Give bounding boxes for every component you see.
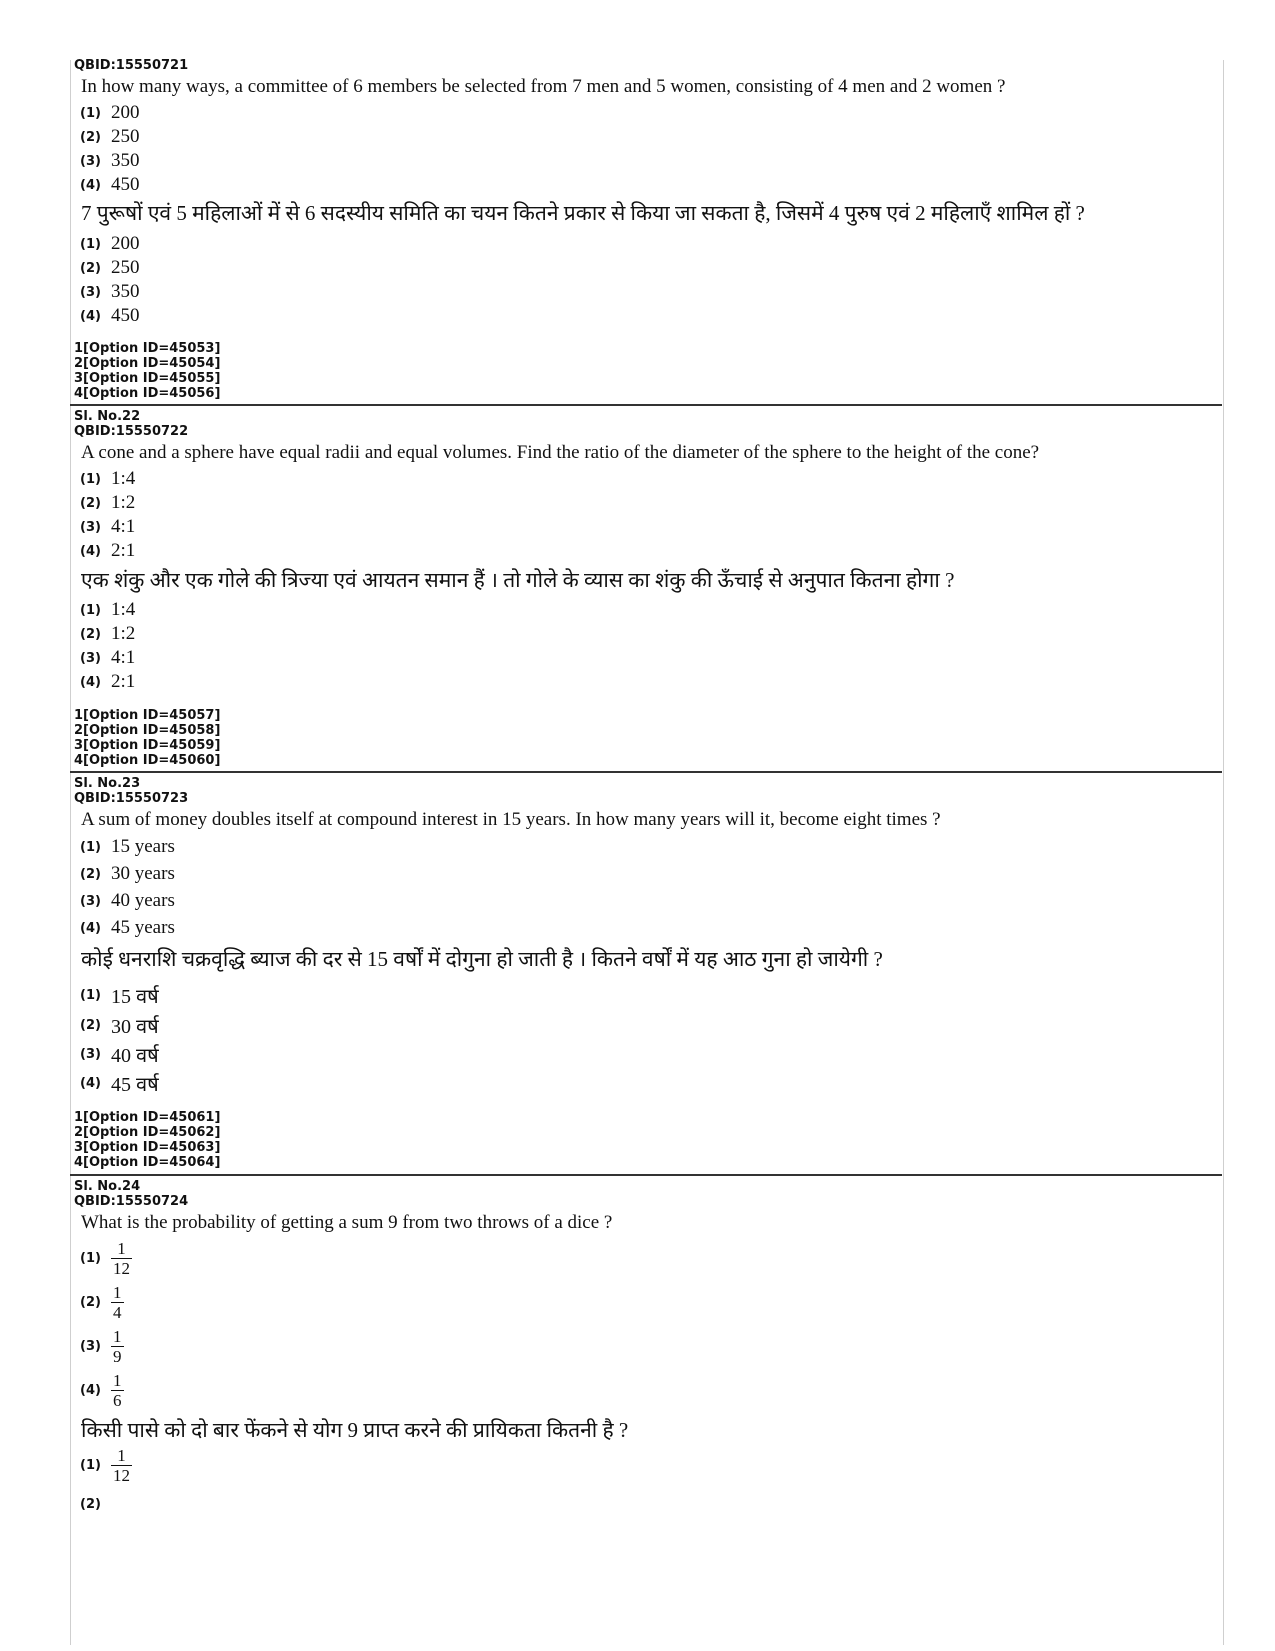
question-stem-hindi: किसी पासे को दो बार फेंकने से योग 9 प्राप्त करने की प्रायिकता कितनी है ? [81, 1418, 629, 1442]
option-1-english [80, 102, 140, 124]
option-number: (2) [80, 626, 101, 642]
option-1-hindi [80, 233, 140, 255]
fraction [111, 1371, 124, 1410]
option-4-english [80, 540, 135, 562]
question-separator [70, 404, 1222, 406]
option-1-english [80, 836, 175, 858]
option-4-hindi [80, 305, 140, 327]
option-value: 450 [111, 305, 140, 326]
option-id-1: 1[Option ID=45053] [74, 341, 221, 356]
option-number: (2) [80, 495, 101, 511]
option-id-3: 3[Option ID=45059] [74, 738, 221, 753]
fraction-numerator: 1 [117, 1446, 126, 1465]
option-4-english [80, 1371, 124, 1410]
fraction-denominator: 9 [113, 1347, 122, 1366]
option-3-english [80, 516, 135, 538]
option-number: (2) [80, 1496, 101, 1512]
option-value: 1:4 [111, 468, 136, 489]
option-1-english [80, 468, 135, 490]
option-value: 30 वर्ष [111, 1016, 159, 1038]
option-id-4: 4[Option ID=45060] [74, 753, 221, 768]
option-2-hindi [80, 1495, 111, 1513]
option-value: 350 [111, 281, 140, 302]
qbid-label: QBID:15550723 [74, 791, 189, 806]
option-id-1: 1[Option ID=45061] [74, 1110, 221, 1125]
option-number: (3) [80, 519, 101, 535]
fraction-numerator: 1 [113, 1371, 122, 1390]
serial-number-label: Sl. No.23 [74, 776, 141, 791]
option-2-hindi [80, 623, 135, 645]
option-number: (2) [80, 866, 101, 882]
question-stem-english: In how many ways, a committee of 6 members be selected from 7 men and 5 women, consisting of 4 men and 2 women ? [81, 76, 1006, 97]
fraction-denominator: 12 [113, 1259, 130, 1278]
option-number: (4) [80, 308, 101, 324]
option-3-hindi [80, 281, 140, 303]
option-value: 1:4 [111, 599, 136, 620]
fraction-denominator: 6 [113, 1391, 122, 1410]
option-value: 200 [111, 233, 140, 254]
option-number: (2) [80, 1018, 101, 1033]
question-stem-english: What is the probability of getting a sum 9 from two throws of a dice ? [81, 1212, 613, 1233]
option-id-3: 3[Option ID=45063] [74, 1140, 221, 1155]
option-number: (3) [80, 284, 101, 300]
option-number: (4) [80, 920, 101, 936]
option-1-english [80, 1239, 132, 1278]
option-value: 1:2 [111, 492, 136, 513]
qbid-label: QBID:15550721 [74, 58, 189, 73]
option-2-english [80, 492, 135, 514]
option-2-english [80, 863, 175, 885]
option-value: 40 years [111, 890, 175, 911]
option-value: 30 years [111, 863, 175, 884]
option-number: (1) [80, 471, 101, 487]
serial-number-label: Sl. No.22 [74, 409, 141, 424]
option-number: (3) [80, 1047, 101, 1062]
option-value: 200 [111, 102, 140, 123]
qbid-label: QBID:15550722 [74, 424, 189, 439]
option-id-2: 2[Option ID=45062] [74, 1125, 221, 1140]
question-stem-hindi: 7 पुरूषों एवं 5 महिलाओं में से 6 सदस्यीय समिति का चयन कितने प्रकार से किया जा सकता है, जिसमें 4 पुरुष एवं 2 महिलाएँ शामिल हों ? [81, 201, 1085, 225]
option-2-english [80, 126, 140, 148]
option-value: 2:1 [111, 540, 136, 561]
option-id-4: 4[Option ID=45056] [74, 386, 221, 401]
option-value: 2:1 [111, 671, 136, 692]
option-value: 350 [111, 150, 140, 171]
option-number: (3) [80, 153, 101, 169]
fraction-numerator: 1 [113, 1283, 122, 1302]
option-2-hindi [80, 1012, 159, 1039]
option-number: (3) [80, 893, 101, 909]
option-number: (1) [80, 988, 101, 1003]
option-value: 40 वर्ष [111, 1045, 159, 1067]
option-number: (4) [80, 1383, 101, 1398]
option-id-3: 3[Option ID=45055] [74, 371, 221, 386]
fraction [111, 1239, 132, 1278]
fraction-denominator: 12 [113, 1466, 130, 1485]
option-3-hindi [80, 647, 135, 669]
option-4-hindi [80, 1070, 159, 1097]
question-stem-hindi: कोई धनराशि चक्रवृद्धि ब्याज की दर से 15 वर्षों में दोगुना हो जाती है । कितने वर्षों में यह आठ गुना हो जायेगी ? [81, 947, 883, 971]
option-number: (1) [80, 602, 101, 618]
option-1-hindi [80, 599, 135, 621]
option-3-english [80, 150, 140, 172]
question-stem-english: A cone and a sphere have equal radii and equal volumes. Find the ratio of the diameter of the sphere to the height of the cone? [81, 442, 1040, 463]
question-stem-english: A sum of money doubles itself at compound interest in 15 years. In how many years will it, become eight times ? [81, 809, 941, 830]
question-separator [70, 771, 1222, 773]
option-number: (4) [80, 543, 101, 559]
option-4-english [80, 174, 140, 196]
option-number: (4) [80, 1076, 101, 1091]
serial-number-label: Sl. No.24 [74, 1179, 141, 1194]
option-value: 45 years [111, 917, 175, 938]
option-id-2: 2[Option ID=45054] [74, 356, 221, 371]
option-id-1: 1[Option ID=45057] [74, 708, 221, 723]
option-number: (1) [80, 236, 101, 252]
option-value: 45 वर्ष [111, 1074, 159, 1096]
option-4-english [80, 917, 175, 939]
option-number: (1) [80, 1251, 101, 1266]
option-3-english [80, 890, 175, 912]
option-4-hindi [80, 671, 135, 693]
page-frame [70, 60, 1224, 1645]
option-number: (4) [80, 177, 101, 193]
option-value: 1:2 [111, 623, 136, 644]
fraction-numerator: 1 [117, 1239, 126, 1258]
option-2-english [80, 1283, 124, 1322]
option-number: (2) [80, 1295, 101, 1310]
question-separator [70, 1174, 1222, 1176]
option-value: 4:1 [111, 516, 136, 537]
option-value: 15 वर्ष [111, 986, 159, 1008]
option-number: (3) [80, 1339, 101, 1354]
option-3-english [80, 1327, 124, 1366]
option-id-2: 2[Option ID=45058] [74, 723, 221, 738]
fraction [111, 1283, 124, 1322]
option-number: (4) [80, 674, 101, 690]
option-value: 250 [111, 126, 140, 147]
fraction [111, 1446, 132, 1485]
option-number: (1) [80, 1458, 101, 1473]
option-1-hindi [80, 1446, 132, 1485]
option-number: (3) [80, 650, 101, 666]
fraction-numerator: 1 [113, 1327, 122, 1346]
option-value: 4:1 [111, 647, 136, 668]
fraction [111, 1327, 124, 1366]
option-2-hindi [80, 257, 140, 279]
fraction-denominator: 4 [113, 1303, 122, 1322]
option-value: 450 [111, 174, 140, 195]
option-number: (1) [80, 839, 101, 855]
option-value: 250 [111, 257, 140, 278]
option-number: (2) [80, 260, 101, 276]
option-value: 15 years [111, 836, 175, 857]
qbid-label: QBID:15550724 [74, 1194, 189, 1209]
option-number: (2) [80, 129, 101, 145]
question-stem-hindi: एक शंकु और एक गोले की त्रिज्या एवं आयतन समान हैं । तो गोले के व्यास का शंकु की ऊँचाई से अनुपात कितना होगा ? [81, 568, 955, 592]
option-number: (1) [80, 105, 101, 121]
option-id-4: 4[Option ID=45064] [74, 1155, 221, 1170]
option-3-hindi [80, 1041, 159, 1068]
option-1-hindi [80, 982, 159, 1009]
